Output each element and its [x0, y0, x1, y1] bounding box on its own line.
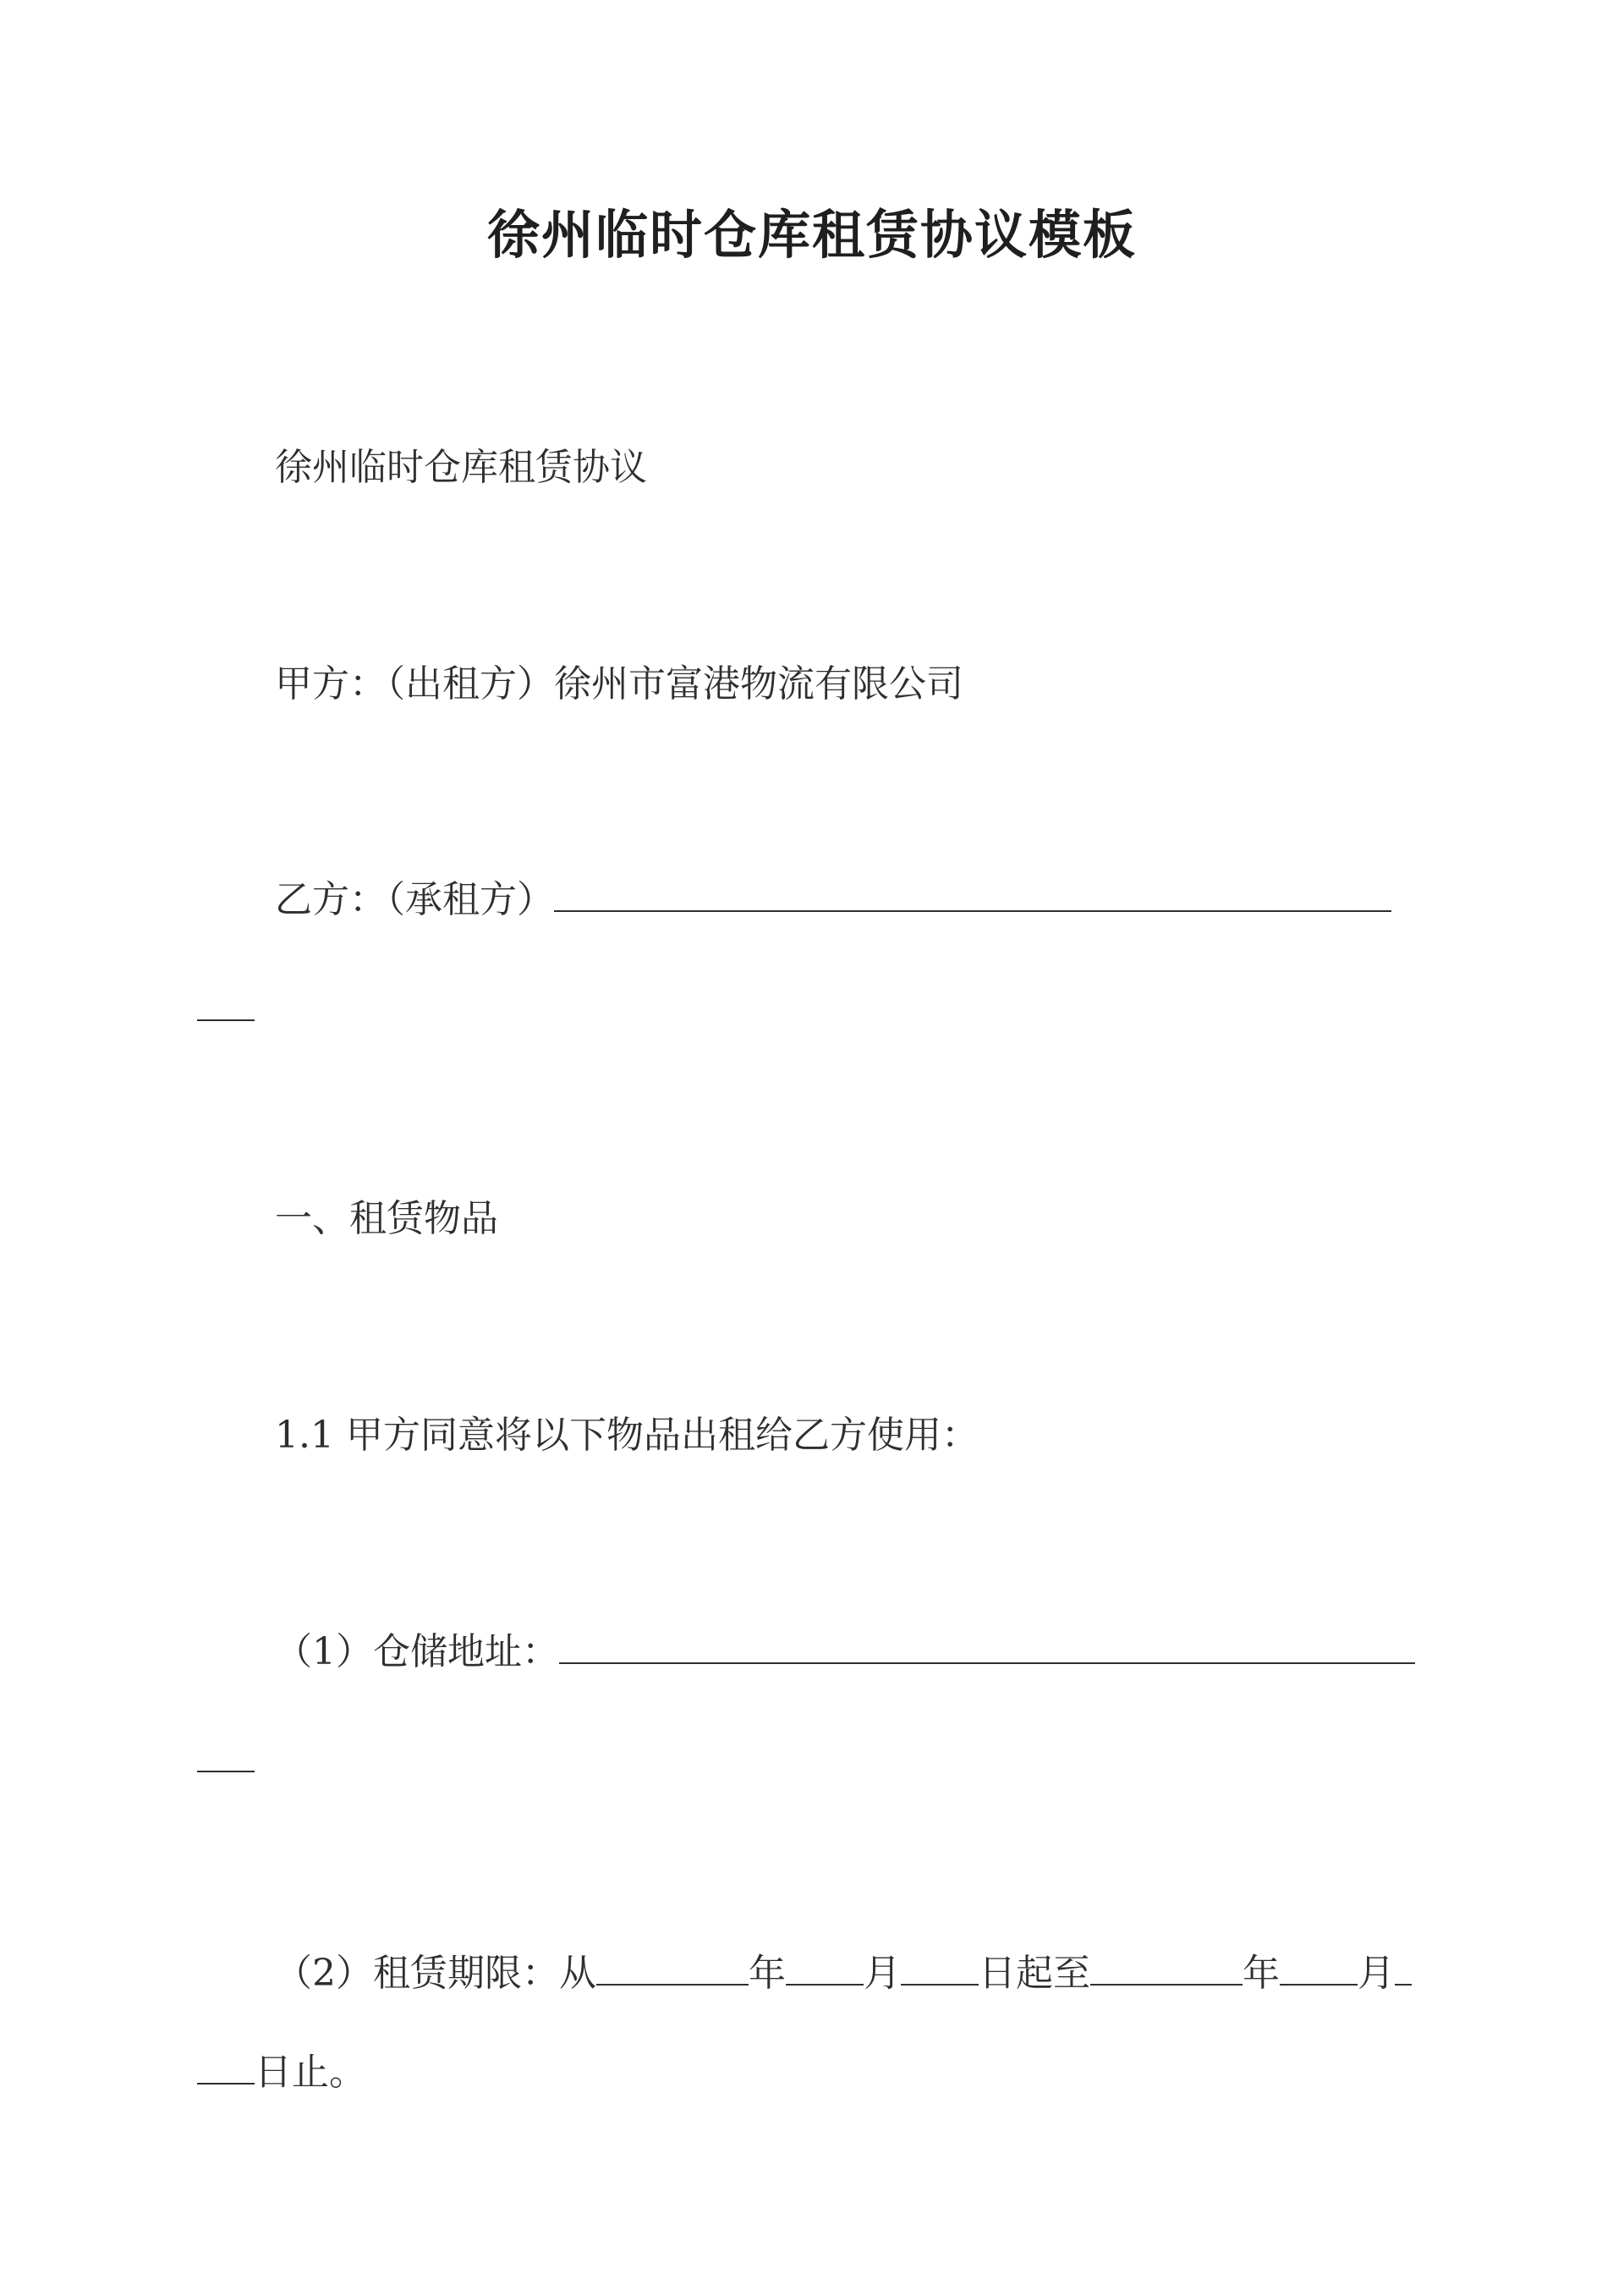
- start-month-text: 月: [864, 1952, 901, 1995]
- end-day-text: 日止。: [255, 2051, 366, 2094]
- start-year-blank: [596, 1950, 749, 1986]
- end-month-blank: [1280, 1950, 1358, 1986]
- item-1-line: [275, 1629, 1415, 1676]
- start-day-blank: [901, 1950, 979, 1986]
- party-b-blank-continuation: [197, 1018, 255, 1021]
- start-year-text: 年: [749, 1952, 786, 1995]
- party-b-line: [275, 876, 1391, 924]
- storage-address-blank-continuation: [197, 1769, 255, 1772]
- end-year-blank: [1090, 1950, 1243, 1986]
- start-day-text: 日起至: [979, 1952, 1090, 1995]
- party-a-line: 甲方：（出租方）徐州市富港物流有限公司: [275, 662, 963, 706]
- clause-1-1: 1.1 甲方同意将以下物品出租给乙方使用：: [275, 1414, 979, 1457]
- document-title: 徐州临时仓库租赁协议模板: [486, 204, 1137, 266]
- end-month-text: 月: [1358, 1952, 1395, 1995]
- section-1-heading: 一、租赁物品: [275, 1197, 498, 1240]
- item-2-line: [275, 1950, 1412, 1997]
- party-b-blank: [554, 876, 1391, 912]
- start-month-blank: [786, 1950, 864, 1986]
- end-year-text: 年: [1243, 1952, 1280, 1995]
- party-b-label: 乙方：（承租方）: [275, 878, 554, 921]
- agreement-subtitle: 徐州临时仓库租赁协议: [275, 446, 647, 489]
- storage-address-blank: [559, 1629, 1415, 1664]
- item-2-continuation: [197, 2049, 366, 2096]
- lease-term-label: （2）租赁期限：从: [275, 1952, 596, 1995]
- end-day-blank-continuation: [197, 2049, 255, 2085]
- end-day-blank: [1395, 1950, 1412, 1986]
- storage-address-label: （1）仓储地址：: [275, 1630, 559, 1673]
